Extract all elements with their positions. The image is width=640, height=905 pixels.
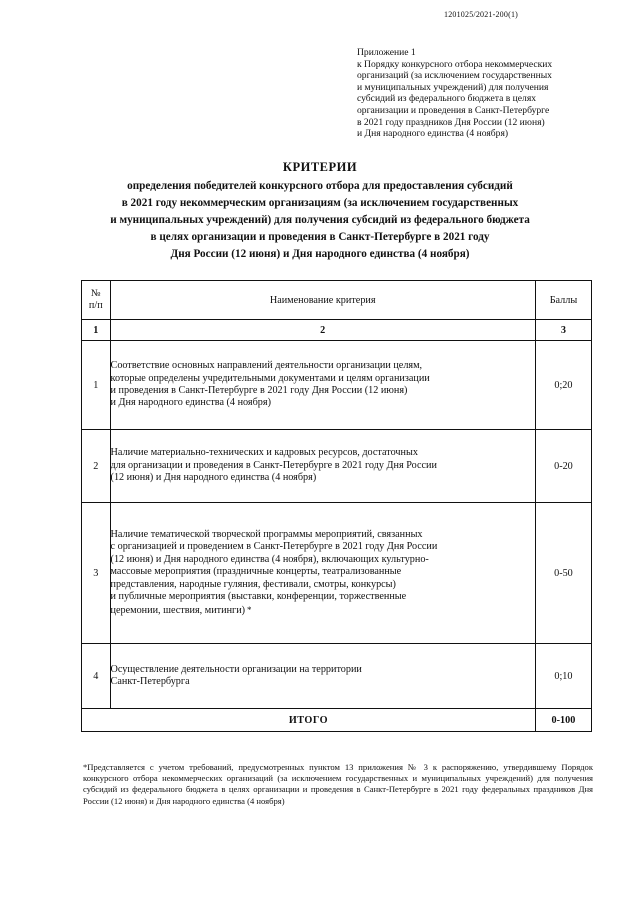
column-number: 1 — [82, 320, 111, 341]
criterion-line: Наличие материально-технических и кадровых ресурсов, достаточных — [110, 447, 418, 459]
criterion-line: массовые мероприятия (праздничные концерты, театрализованные — [110, 566, 402, 578]
appendix-line: организации и проведения в Санкт-Петербурге — [357, 104, 550, 116]
criterion-line: и Дня народного единства (4 ноября) — [110, 397, 271, 409]
header-name: Наименование критерия — [110, 281, 535, 320]
appendix-line: организаций (за исключением государственных — [357, 70, 552, 82]
table-row — [82, 430, 592, 503]
footnote: *Представляется с учетом требований, предусмотренных пунктом 13 приложения № 3 к распоряжению, утвердившему Порядок конкурсного отбора некоммерческих организаций (за исключением государственных и муниципальных учреждений) для получения субсидий из федерального бюджета в целях организации и проведения в Санкт-Петербурге в 2021 году федеральных праздников Дня России (12 июня) и Дня народного единства (4 ноября) — [83, 762, 593, 806]
row-points: 0;10 — [535, 644, 591, 709]
title-line: Дня России (12 июня) и Дня народного единства (4 ноября) — [170, 248, 470, 260]
appendix-header — [357, 47, 597, 140]
criterion-line: и публичные мероприятия (выставки, конференции, торжественные — [110, 591, 407, 603]
criterion-line: представления, народные гуляния, фестивали, смотры, конкурсы) — [110, 578, 396, 590]
column-number: 2 — [110, 320, 535, 341]
criterion-line: (12 июня) и Дня народного единства (4 ноября), включающих культурно- — [110, 553, 429, 565]
criterion-text — [110, 341, 535, 430]
table-header-row — [82, 281, 592, 320]
title-line: в 2021 году некоммерческим организациям (за исключением государственных — [121, 197, 519, 209]
title-main: КРИТЕРИИ — [282, 160, 358, 174]
row-number: 2 — [82, 430, 111, 503]
appendix-line: и Дня народного единства (4 ноября) — [357, 128, 509, 140]
footnote-mark: * — [247, 604, 252, 615]
header-points: Баллы — [535, 281, 591, 320]
criterion-line: и проведения в Санкт-Петербурге в 2021 году Дня России (12 июня) — [110, 385, 408, 396]
row-number: 1 — [82, 341, 111, 430]
table-row — [82, 503, 592, 644]
table-row — [82, 341, 592, 430]
table-row — [82, 644, 592, 709]
criterion-text — [110, 503, 535, 644]
criterion-line: (12 июня) и Дня народного единства (4 ноября) — [110, 472, 317, 484]
criterion-line — [111, 604, 535, 617]
row-number: 4 — [82, 644, 111, 709]
appendix-line: к Порядку конкурсного отбора некоммерческих — [357, 58, 553, 70]
row-points: 0;20 — [535, 341, 591, 430]
criterion-line-text: церемонии, шествия, митинги) — [110, 604, 246, 616]
total-label: ИТОГО — [82, 709, 536, 732]
row-number: 3 — [82, 503, 111, 644]
appendix-line: субсидий из федерального бюджета в целях — [357, 93, 537, 105]
appendix-line: Приложение 1 — [357, 47, 416, 58]
row-points: 0-20 — [535, 430, 591, 503]
column-numbers-row — [82, 320, 592, 341]
header-number — [82, 281, 111, 320]
title-line: и муниципальных учреждений) для получения субсидий из федерального бюджета — [110, 214, 530, 226]
criterion-line: Наличие тематической творческой программы мероприятий, связанных — [110, 529, 423, 541]
header-number-line: № — [90, 288, 101, 299]
criterion-text — [110, 644, 535, 709]
criterion-text — [110, 430, 535, 503]
criterion-line: с организацией и проведением в Санкт-Петербурге в 2021 году Дня России — [110, 541, 438, 553]
criterion-line: которые определены учредительными документами и целям организации — [110, 372, 430, 384]
header-number-line: п/п — [88, 300, 103, 311]
total-points: 0-100 — [535, 709, 591, 732]
criterion-line: Санкт-Петербурга — [110, 676, 190, 687]
criterion-line: Осуществление деятельности организации на территории — [110, 663, 362, 675]
appendix-line: в 2021 году праздников Дня России (12 июня) — [357, 116, 545, 128]
title-subtitle — [60, 178, 580, 263]
row-points: 0-50 — [535, 503, 591, 644]
appendix-line: и муниципальных учреждений) для получения — [357, 81, 549, 93]
title-line: в целях организации и проведения в Санкт-Петербурге в 2021 году — [150, 231, 490, 243]
document-number: 1201025/2021-200(1) — [444, 10, 519, 19]
total-row — [82, 709, 592, 732]
criterion-line: Соответствие основных направлений деятельности организации целям, — [110, 360, 423, 372]
column-number: 3 — [535, 320, 591, 341]
criterion-line: для организации и проведения в Санкт-Петербурге в 2021 году Дня России — [110, 459, 437, 471]
document-title — [60, 160, 580, 263]
criteria-table — [81, 280, 592, 732]
title-line: определения победителей конкурсного отбора для предоставления субсидий — [127, 180, 513, 192]
